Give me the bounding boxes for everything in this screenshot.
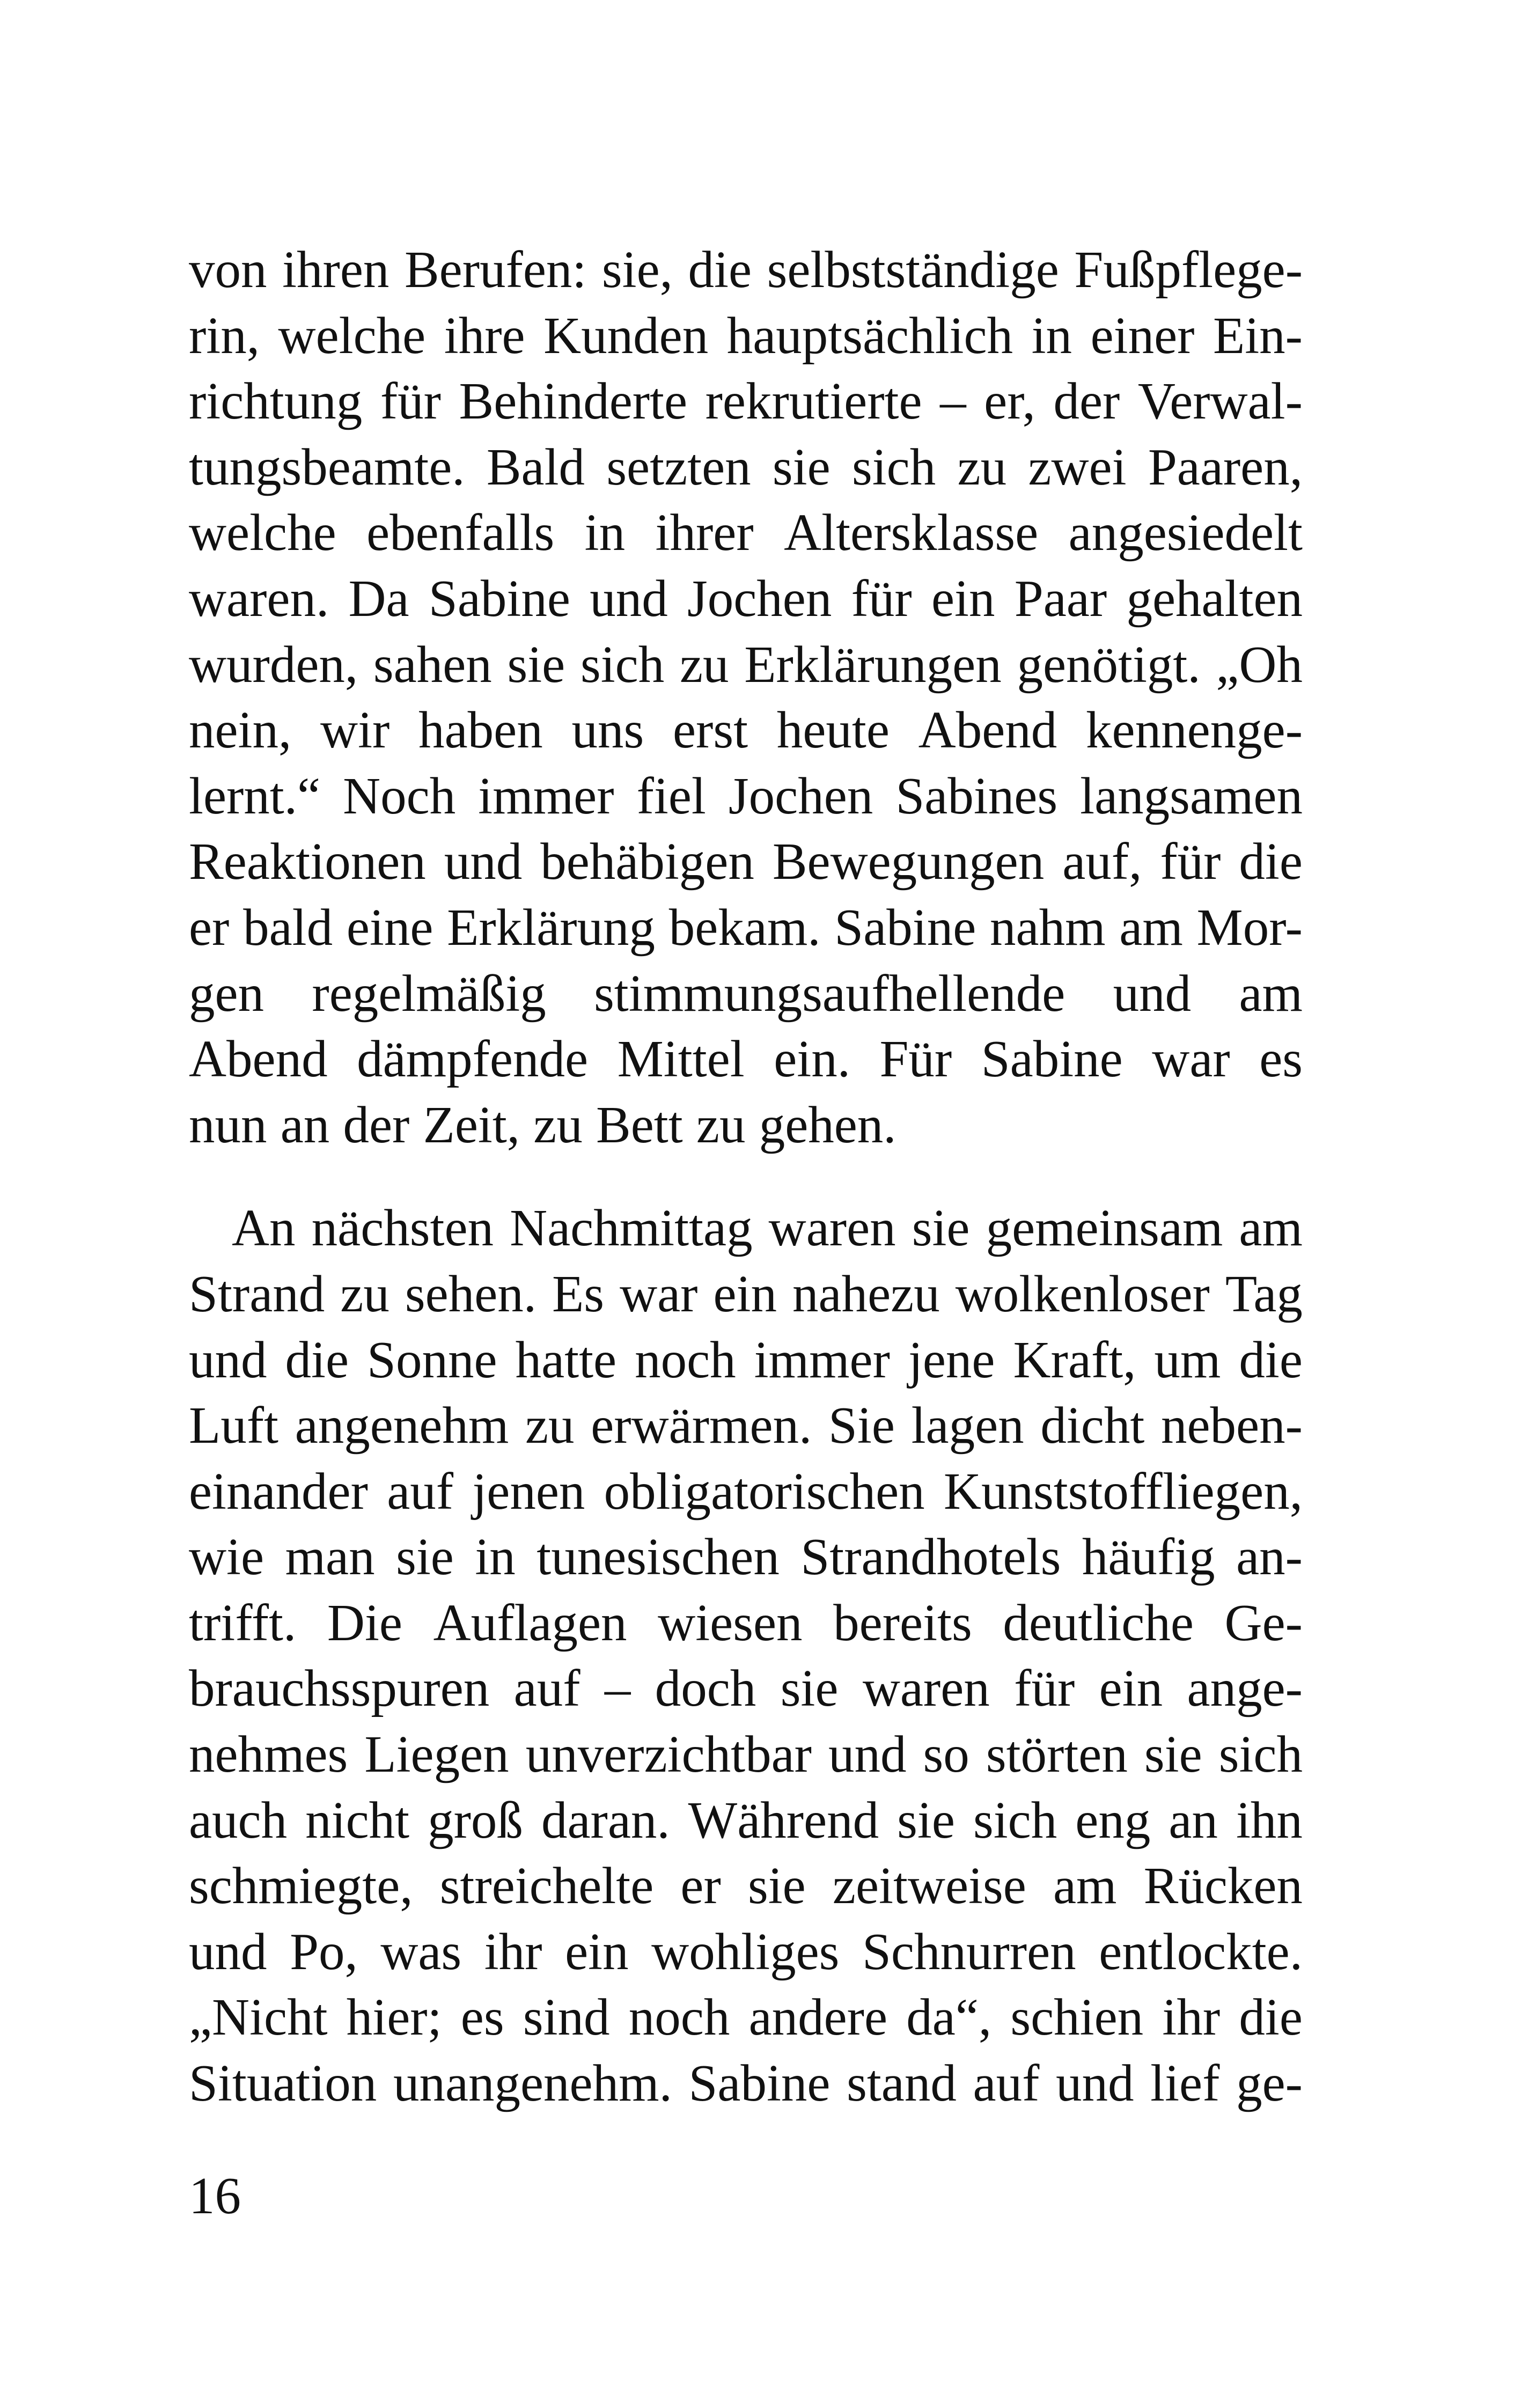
text-line: er bald eine Erklärung bekam. Sabine nahm am Mor- (189, 898, 1303, 956)
text-line: und Po, was ihr ein wohliges Schnurren entlockte. (189, 1922, 1303, 1980)
body-text (189, 237, 1303, 2117)
text-line: trifft. Die Auflagen wiesen bereits deutliche Ge- (189, 1594, 1303, 1651)
text-line: einander auf jenen obligatorischen Kunststoffliegen, (189, 1462, 1303, 1520)
paragraph-gap (189, 1158, 1303, 1195)
page-number: 16 (189, 2167, 241, 2225)
text-line: richtung für Behinderte rekrutierte – er, der Verwal- (189, 372, 1303, 430)
text-line: waren. Da Sabine und Jochen für ein Paar gehalten (189, 569, 1303, 627)
text-line: Situation unangenehm. Sabine stand auf und lief ge- (189, 2054, 1303, 2112)
text-line: „Nicht hier; es sind noch andere da“, schien ihr die (189, 1988, 1303, 2046)
text-line: welche ebenfalls in ihrer Altersklasse angesiedelt (189, 504, 1303, 562)
text-line: auch nicht groß daran. Während sie sich eng an ihn (189, 1791, 1303, 1849)
text-line: schmiegte, streichelte er sie zeitweise am Rücken (189, 1857, 1303, 1915)
text-line: lernt.“ Noch immer fiel Jochen Sabines langsamen (189, 767, 1303, 825)
text-line: tungsbeamte. Bald setzten sie sich zu zwei Paaren, (189, 438, 1303, 496)
paragraph (189, 237, 1303, 1158)
text-line: brauchsspuren auf – doch sie waren für ein ange- (189, 1660, 1303, 1717)
text-line: nein, wir haben uns erst heute Abend kennenge- (189, 701, 1303, 759)
text-line: Strand zu sehen. Es war ein nahezu wolkenloser Tag (189, 1265, 1303, 1323)
text-line: gen regelmäßig stimmungsaufhellende und am (189, 964, 1303, 1022)
text-line: Abend dämpfende Mittel ein. Für Sabine war es (189, 1030, 1303, 1088)
text-line: rin, welche ihre Kunden hauptsächlich in einer Ein- (189, 306, 1303, 364)
text-line: Reaktionen und behäbigen Bewegungen auf, für die (189, 833, 1303, 891)
text-line: nehmes Liegen unverzichtbar und so störten sie sich (189, 1726, 1303, 1783)
text-line: wurden, sahen sie sich zu Erklärungen genötigt. „Oh (189, 635, 1303, 693)
text-line: von ihren Berufen: sie, die selbstständige Fußpflege- (189, 241, 1303, 298)
text-line: Luft angenehm zu erwärmen. Sie lagen dicht neben- (189, 1397, 1303, 1455)
text-line: und die Sonne hatte noch immer jene Kraft, um die (189, 1331, 1303, 1389)
paragraph (189, 1195, 1303, 2116)
text-line: nun an der Zeit, zu Bett zu gehen. (189, 1096, 897, 1154)
text-line: wie man sie in tunesischen Strandhotels häufig an- (189, 1528, 1303, 1586)
text-line: An nächsten Nachmittag waren sie gemeinsam am (232, 1199, 1303, 1257)
